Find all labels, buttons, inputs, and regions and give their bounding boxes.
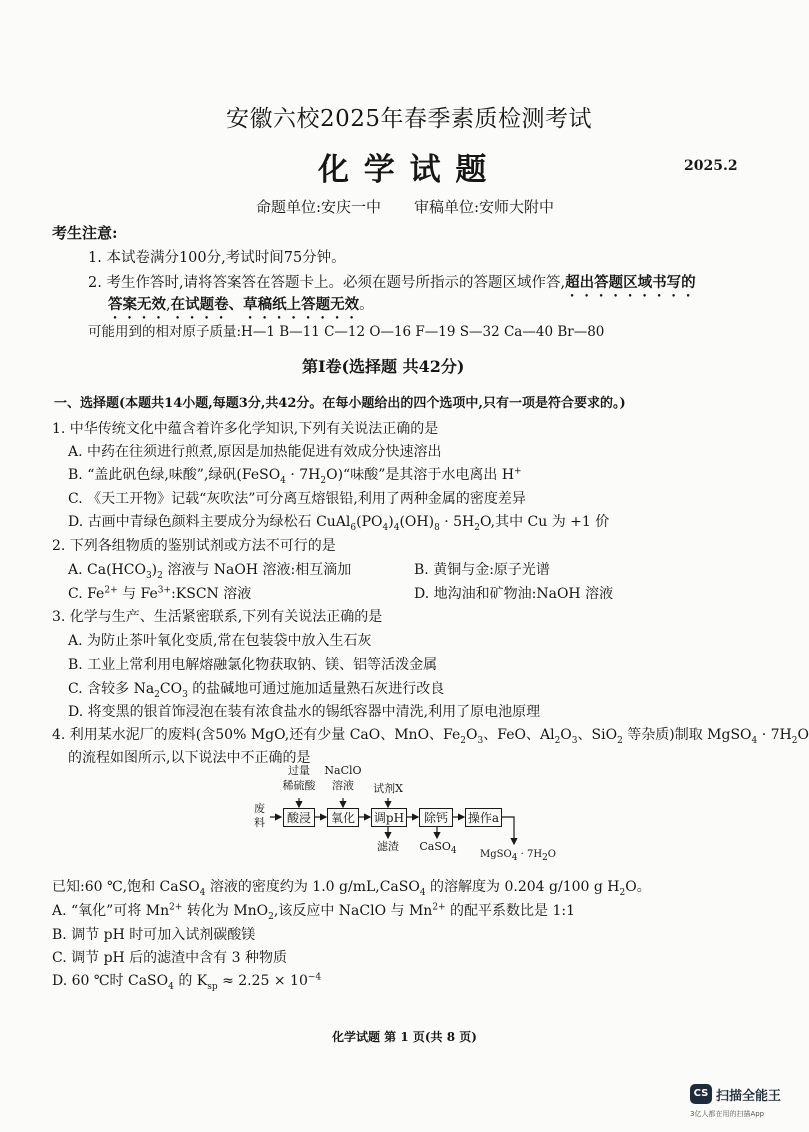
q4-stem-text: 、FeO、Al — [483, 727, 555, 743]
q1-b-text: B. “盖此矾色绿,味酸”,绿矾(FeSO — [68, 467, 281, 483]
q1-d-sub: 4 — [382, 522, 389, 533]
q1-option-d — [68, 511, 609, 533]
q4-stem — [52, 724, 809, 746]
q4-stem-text: O — [560, 727, 572, 743]
q3-c-sub: 2 — [154, 689, 160, 700]
q1-b-text: O)“味酸”是其溶于水电离出 H — [326, 467, 515, 483]
q3-c-text: CO — [159, 681, 183, 697]
q2-c-sup: 2+ — [104, 585, 118, 596]
feed-label-bottom: 料 — [254, 816, 265, 829]
q1-d-sub: 6 — [350, 522, 357, 533]
q4-d-text: 的 K — [173, 973, 208, 989]
q4-stem-sub: 2 — [791, 735, 798, 746]
q2-a-sub: 3 — [145, 570, 152, 581]
q4-stem-text: O — [797, 727, 809, 743]
product-mgso4 — [478, 848, 558, 865]
product-text: · 7H — [517, 849, 543, 860]
q3-option-d: D. 将变黑的银首饰浸泡在装有浓食盐水的锡纸容器中清洗,利用了原电池原理 — [68, 704, 541, 720]
q1-option-b — [68, 464, 522, 486]
notice-heading: 考生注意: — [52, 224, 118, 242]
section-title: 第Ⅰ卷(选择题 共42分) — [302, 357, 465, 376]
q3-c-text: 的盐碱地可通过施加适量熟石灰进行改良 — [187, 681, 445, 697]
notice-item-2-part-e: 在试题卷、草稿纸上答题无效 — [170, 296, 360, 313]
q4-a-sub: 2 — [268, 911, 274, 922]
q4-stem-sub: 2 — [460, 735, 467, 746]
brand-tagline: 3亿人都在用的扫描App — [690, 1110, 765, 1118]
q4-stem-text: 等杂质)制取 MgSO — [622, 727, 752, 743]
q4-a-text: 的配平系数比是 1:1 — [445, 903, 576, 919]
q1-d-text: ) — [388, 514, 394, 530]
q2-a-text: A. Ca(HCO — [68, 562, 146, 578]
input-reagent-x: 试剂X — [373, 782, 403, 795]
q4-known-text: 的溶解度为 0.204 g/100 g H — [425, 879, 620, 895]
notice-item-2-part-c: 答案无效 — [108, 296, 166, 313]
q4-known-sub: 4 — [419, 887, 426, 898]
q1-b-text: · 7H — [285, 467, 321, 483]
notice-item-2-part-a: 2. 考生作答时,请将答案答在答题卡上。必须在题号所指示的答题区域作答, — [88, 275, 566, 291]
q1-d-text: (OH) — [399, 514, 435, 530]
section-instructions: 一、选择题(本题共14小题,每题3分,共42分。在每小题给出的四个选项中,只有一项是符合要求的。) — [54, 396, 626, 411]
q4-d-text: ≈ 2.25 × 10 — [217, 973, 308, 989]
camscanner-logo-text: CS — [693, 1088, 709, 1099]
product-sub: 2 — [542, 853, 548, 863]
q1-d-sub: 2 — [474, 522, 480, 533]
atomic-mass-line: 可能用到的相对原子质量:H—1 B—11 C—12 O—16 F—19 S—32 Ca—40 Br—80 — [88, 324, 605, 340]
q4-a-text: 转化为 MnO — [182, 903, 269, 919]
q4-option-c: C. 调节 pH 后的滤渣中含有 3 种物质 — [52, 950, 287, 966]
output-caso4 — [416, 840, 460, 858]
q4-known-text: 已知:60 ℃,饱和 CaSO — [52, 879, 200, 895]
q1-b-sub: 4 — [280, 475, 286, 486]
product-sub: 4 — [511, 853, 518, 863]
q2-c-sup: 3+ — [157, 585, 172, 596]
process-flow-diagram — [250, 764, 570, 868]
q4-d-sub: 4 — [168, 981, 174, 992]
q4-stem-sub: 2 — [554, 735, 561, 746]
output-filter-residue: 滤渣 — [377, 840, 399, 853]
q4-known-sub: 4 — [199, 887, 206, 898]
q3-stem: 3. 化学与生产、生活紧密联系,下列有关说法正确的是 — [52, 609, 383, 625]
q1-option-a: A. 中药在往须进行煎煮,原因是加热能促进有效成分快速溶出 — [68, 444, 442, 460]
box-remove-calcium: 除钙 — [419, 808, 453, 827]
q4-a-text: ,该反应中 NaClO 与 Mn — [273, 903, 433, 919]
q1-stem: 1. 中华传统文化中蕴含着许多化学知识,下列有关说法正确的是 — [52, 421, 439, 437]
q4-a-sup: 2+ — [169, 902, 183, 913]
q4-d-sub: sp — [207, 981, 218, 992]
caso4-text: CaSO — [419, 840, 451, 853]
page-footer: 化学试题 第 1 页(共 8 页) — [332, 1030, 477, 1044]
q4-option-a — [52, 900, 575, 922]
product-text: O — [547, 849, 556, 860]
q4-stem-text: 、SiO — [577, 727, 618, 743]
box-acid-leach: 酸浸 — [283, 808, 315, 827]
q4-known-text: 溶液的密度约为 1.0 g/mL,CaSO — [205, 879, 420, 895]
input-sulfuric-acid-top: 过量 — [288, 764, 310, 777]
notice-item-2-continued — [108, 293, 374, 322]
q4-stem-text: · 7H — [757, 727, 792, 743]
q1-b-sup: + — [514, 466, 522, 477]
q4-stem-text: 4. 利用某水泥厂的废料(含50% MgO,还有少量 CaO、MnO、Fe — [52, 727, 461, 743]
q2-option-a — [68, 559, 351, 581]
q1-d-text: (PO — [356, 514, 383, 530]
q4-option-b: B. 调节 pH 时可加入试剂碳酸镁 — [52, 927, 256, 943]
q2-option-d: D. 地沟油和矿物油:NaOH 溶液 — [414, 586, 614, 602]
q4-a-sup: 2+ — [432, 902, 446, 913]
q1-d-text: D. 古画中青绿色颜料主要成分为绿松石 CuAl — [68, 514, 351, 530]
caso4-sub: 4 — [450, 846, 457, 857]
q2-a-text: 溶液与 NaOH 溶液:相互滴加 — [162, 562, 352, 578]
q4-known — [52, 876, 651, 898]
box-adjust-ph: 调pH — [371, 808, 407, 827]
q2-c-text: C. Fe — [68, 586, 105, 602]
q4-stem-sub: 2 — [617, 735, 623, 746]
scanner-watermark — [690, 1082, 798, 1126]
q3-c-sub: 3 — [182, 689, 188, 700]
q4-known-text: O。 — [625, 879, 651, 895]
q1-d-sub: 4 — [393, 522, 400, 533]
q4-d-sup: −4 — [307, 972, 322, 983]
q1-d-sub: 8 — [434, 522, 440, 533]
q4-stem-text: O — [466, 727, 478, 743]
setter-unit: 命题单位:安庆一中 — [256, 198, 382, 216]
notice-item-2-part-d: , — [166, 297, 171, 313]
notice-item-2-part-f: 。 — [359, 297, 374, 313]
q1-d-text: · 5H — [439, 514, 475, 530]
q1-b-sub: 2 — [320, 475, 327, 486]
input-naclo-top: NaClO — [324, 764, 362, 777]
q4-stem-sub: 4 — [751, 735, 758, 746]
notice-item-1: 1. 本试卷满分100分,考试时间75分钟。 — [88, 250, 346, 266]
q2-c-text: 与 Fe — [117, 586, 158, 602]
q1-option-c: C. 《天工开物》记载“灰吹法”可分离互熔银铅,利用了两种金属的密度差异 — [68, 491, 526, 507]
q4-d-text: D. 60 ℃时 CaSO — [52, 973, 169, 989]
q2-a-sub: 2 — [157, 570, 163, 581]
q4-known-sub: 2 — [619, 887, 626, 898]
q4-a-text: A. “氧化”可将 Mn — [52, 903, 170, 919]
q4-stem-continued: 的流程如图所示,以下说法中不正确的是 — [68, 750, 311, 766]
q2-option-c — [68, 583, 251, 603]
product-text: MgSO — [480, 849, 512, 860]
q2-a-text: ) — [151, 562, 158, 578]
box-operation-a: 操作a — [465, 808, 502, 827]
brand-name: 扫描全能王 — [716, 1089, 782, 1104]
q4-stem-sub: 3 — [571, 735, 578, 746]
notice-item-2-part-b: 超出答题区域书写的 — [565, 274, 696, 291]
q2-c-text: :KSCN 溶液 — [171, 586, 252, 602]
exam-date: 2025.2 — [684, 158, 738, 174]
q3-option-a: A. 为防止茶叶氧化变质,常在包装袋中放入生石灰 — [68, 633, 372, 649]
reviewer-unit: 审稿单位:安师大附中 — [414, 198, 555, 216]
q4-option-d — [52, 970, 321, 992]
q2-stem: 2. 下列各组物质的鉴别试剂或方法不可行的是 — [52, 538, 336, 554]
box-oxidation: 氧化 — [327, 808, 359, 827]
q2-option-b: B. 黄铜与金:原子光谱 — [414, 562, 550, 578]
subject-title: 化 学 试 题 — [318, 152, 489, 188]
input-naclo-bottom: 溶液 — [332, 779, 354, 792]
camscanner-logo-icon — [690, 1084, 712, 1104]
q1-d-text: O,其中 Cu 为 +1 价 — [480, 514, 610, 530]
q3-option-b: B. 工业上常利用电解熔融氯化物获取钠、镁、铝等活泼金属 — [68, 657, 438, 673]
feed-label-top: 废 — [254, 802, 265, 815]
exam-title: 安徽六校2025年春季素质检测考试 — [226, 106, 593, 132]
q3-option-c — [68, 678, 444, 700]
q3-c-text: C. 含较多 Na — [68, 681, 155, 697]
q4-stem-sub: 3 — [477, 735, 484, 746]
input-sulfuric-acid-bottom: 稀硫酸 — [282, 779, 316, 792]
